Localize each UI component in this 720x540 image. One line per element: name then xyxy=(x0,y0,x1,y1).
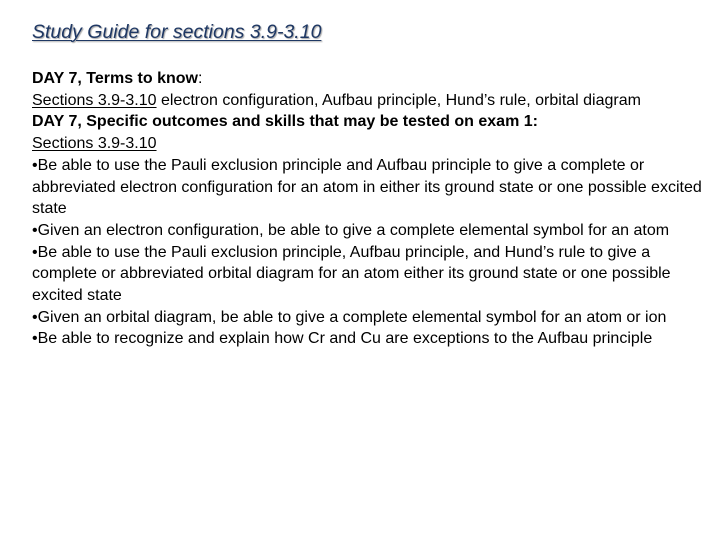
outcome-bullet-4: •Given an orbital diagram, be able to give a complete elemental symbol for an atom or ion xyxy=(32,308,667,326)
terms-heading-line xyxy=(32,68,702,90)
terms-list-line xyxy=(32,90,702,112)
outcome-bullet-2: •Given an electron configuration, be able to give a complete elemental symbol for an atom xyxy=(32,221,670,239)
terms-list-text: electron configuration, Aufbau principle, Hund’s rule, orbital diagram xyxy=(156,91,641,109)
study-guide-body xyxy=(32,68,702,350)
terms-heading: DAY 7, Terms to know xyxy=(32,70,198,87)
outcomes-heading: DAY 7, Specific outcomes and skills that may be tested on exam 1: xyxy=(32,113,538,131)
outcome-bullet-3: •Be able to use the Pauli exclusion principle, Aufbau principle, and Hund’s rule to give a complete or abbreviated orbital diagram for an atom either its ground state or one possible excited state xyxy=(32,243,671,305)
terms-heading-colon: : xyxy=(197,70,203,87)
outcomes-sections-label: Sections 3.9-3.10 xyxy=(32,135,157,153)
outcome-bullet-5: •Be able to recognize and explain how Cr and Cu are exceptions to the Aufbau principle xyxy=(32,330,653,348)
terms-sections-label: Sections 3.9-3.10 xyxy=(32,91,157,109)
page-title: Study Guide for sections 3.9-3.10 xyxy=(32,21,322,43)
outcome-bullet-1: •Be able to use the Pauli exclusion principle and Aufbau principle to give a complete or abbreviated electron configuration for an atom in either its ground state or one possible excited state xyxy=(32,156,702,218)
